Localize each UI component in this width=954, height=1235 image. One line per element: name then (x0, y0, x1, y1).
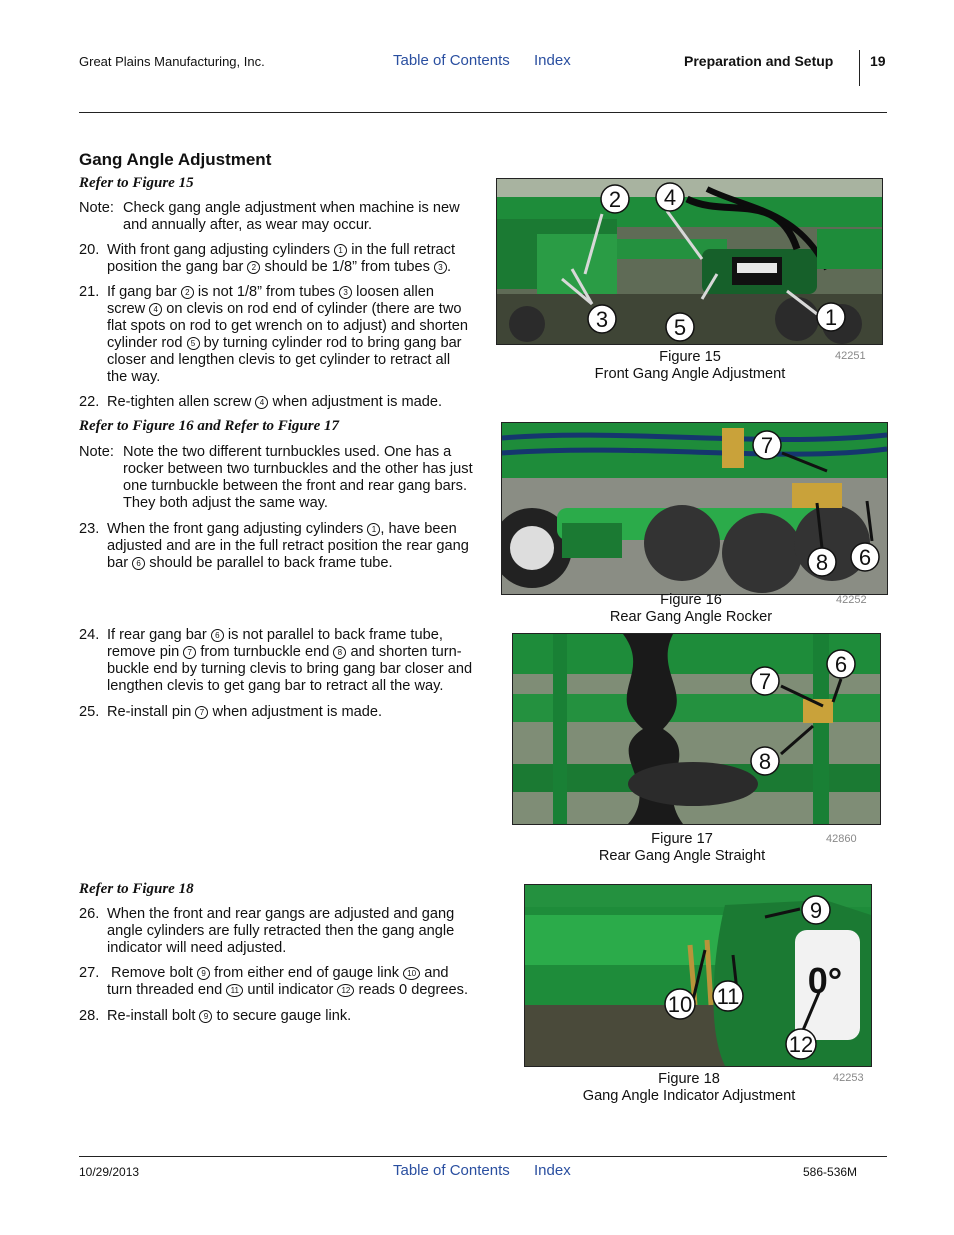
fig17-callout-6: 6 (834, 652, 848, 677)
note-2 (79, 444, 499, 516)
step-24 (79, 627, 499, 699)
step-number: 22. (79, 394, 100, 410)
fig16-callout-8: 8 (815, 550, 829, 575)
step-line: When the front and rear gangs are adjusted and gang (107, 906, 455, 922)
note-line: and annually after, as wear may occur. (123, 217, 373, 233)
note-1 (79, 200, 499, 240)
callout-ref-2: 2 (181, 286, 194, 299)
callout-ref-4: 4 (149, 303, 162, 316)
fig15-callout-2: 2 (608, 187, 622, 212)
callout-ref-6: 6 (211, 629, 224, 642)
callout-ref-7: 7 (195, 706, 208, 719)
fig15-callout-5: 5 (673, 315, 687, 340)
note-line: Check gang angle adjustment when machine is new (123, 200, 460, 216)
callout-ref-1: 1 (334, 244, 347, 257)
step-20 (79, 242, 499, 278)
footer-toc-link[interactable]: Table of Contents (393, 1162, 510, 1179)
header-index-link[interactable]: Index (534, 52, 571, 69)
fig18-callout-12: 12 (788, 1032, 814, 1057)
figure-18-id: 42253 (833, 1072, 864, 1084)
header-divider (859, 50, 860, 86)
figure-18-caption (560, 1071, 818, 1105)
figure-16-id: 42252 (836, 594, 867, 606)
figure-title: Rear Gang Angle Rocker (609, 609, 773, 625)
page-number: 19 (870, 53, 886, 69)
figure-title: Front Gang Angle Adjustment (594, 366, 786, 382)
step-number: 25. (79, 704, 100, 720)
figure-label: Figure 16 (660, 592, 722, 608)
step-number: 28. (79, 1008, 100, 1024)
step-line: flat spots on rod to get wrench on to adjust) and shorten (107, 318, 469, 334)
note-line: rocker between two turnbuckles and the other has just (123, 461, 473, 477)
step-number: 21. (79, 284, 100, 300)
ref-figure-16-17: Refer to Figure 16 and Refer to Figure 17 (79, 418, 340, 434)
fig15-callout-3: 3 (595, 307, 609, 332)
step-line: lengthen clevis to get gang bar to retract all the way. (107, 678, 444, 694)
fig18-callout-11: 11 (716, 984, 740, 1009)
fig15-callout-4: 4 (663, 185, 677, 210)
callout-ref-6: 6 (132, 557, 145, 570)
fig17-callout-8: 8 (758, 749, 772, 774)
step-27 (79, 965, 499, 1001)
callout-ref-5: 5 (187, 337, 200, 350)
step-line: cylinder rod 5 by turning cylinder rod to bring gang bar (107, 335, 462, 351)
callout-ref-4: 4 (255, 396, 268, 409)
step-number: 23. (79, 521, 100, 537)
step-line: bar 6 should be parallel to back frame tube. (107, 555, 393, 571)
header-toc-link[interactable]: Table of Contents (393, 52, 510, 69)
footer-date: 10/29/2013 (79, 1165, 140, 1179)
ref-figure-18: Refer to Figure 18 (79, 881, 194, 897)
step-line: Re-tighten allen screw 4 when adjustment is made. (107, 394, 443, 410)
fig16-callout-6: 6 (858, 545, 872, 570)
figure-18-photo (524, 884, 872, 1067)
figure-17-photo (512, 633, 881, 825)
step-line: closer and lengthen clevis to get cylinder to retract all (107, 352, 451, 368)
step-line: With front gang adjusting cylinders 1 in the full retract (107, 242, 456, 258)
step-line: remove pin 7 from turnbuckle end 8 and shorten turn- (107, 644, 462, 660)
step-line: turn threaded end 11 until indicator 12 reads 0 degrees. (107, 982, 468, 998)
callout-ref-10: 10 (403, 967, 420, 980)
callout-ref-12: 12 (337, 984, 354, 997)
figure-17-caption (560, 831, 804, 865)
callout-ref-3: 3 (339, 286, 352, 299)
step-line: the way. (107, 369, 161, 385)
footer-index-link[interactable]: Index (534, 1162, 571, 1179)
note-line: Note the two different turnbuckles used. One has a (123, 444, 452, 460)
figure-15-caption (560, 349, 820, 383)
header-company: Great Plains Manufacturing, Inc. (79, 54, 265, 69)
callout-ref-1: 1 (367, 523, 380, 536)
step-line: buckle end by turning clevis to bring gang bar closer and (107, 661, 473, 677)
step-line: adjusted and are in the full retract position the rear gang (107, 538, 469, 554)
step-line: angle cylinders are fully retracted then the gang angle (107, 923, 455, 939)
figure-title: Rear Gang Angle Straight (598, 848, 766, 864)
note-line: They both adjust the same way. (123, 495, 328, 511)
callout-ref-9: 9 (199, 1010, 212, 1023)
footer-doc-number: 586-536M (803, 1165, 858, 1179)
step-number: 24. (79, 627, 100, 643)
fig18-callout-10: 10 (667, 992, 693, 1017)
step-line: When the front gang adjusting cylinders 1 , have been (107, 521, 457, 537)
figure-label: Figure 17 (651, 831, 713, 847)
step-28 (79, 1008, 499, 1026)
step-number: 27. (79, 965, 100, 981)
callout-ref-7: 7 (183, 646, 196, 659)
callout-ref-11: 11 (226, 984, 243, 997)
figure-15-id: 42251 (835, 350, 866, 362)
step-line: screw 4 on clevis on rod end of cylinder (there are two (107, 301, 462, 317)
step-line: indicator will need adjusted. (107, 940, 287, 956)
step-25 (79, 704, 499, 722)
step-line: If gang bar 2 is not 1/8” from tubes 3 loosen allen (107, 284, 435, 300)
figure-17-id: 42860 (826, 833, 857, 845)
callout-ref-3: 3 (434, 261, 447, 274)
step-number: 26. (79, 906, 100, 922)
ref-figure-15: Refer to Figure 15 (79, 175, 194, 191)
header-section: Preparation and Setup (684, 53, 834, 69)
callout-ref-9: 9 (197, 967, 210, 980)
note-label: Note: (79, 444, 114, 460)
figure-16-caption (560, 592, 822, 626)
step-line: If rear gang bar 6 is not parallel to back frame tube, (107, 627, 443, 643)
step-number: 20. (79, 242, 100, 258)
section-title: Gang Angle Adjustment (79, 150, 272, 169)
step-line: Remove bolt 9 from either end of gauge link 10 and (107, 965, 449, 981)
note-line: one turnbuckle between the front and rear gang bars. (123, 478, 467, 494)
fig15-callout-1: 1 (824, 305, 838, 330)
step-22 (79, 394, 499, 412)
step-23 (79, 521, 499, 575)
gauge-dial-reading: 0° (807, 960, 843, 1001)
figure-title: Gang Angle Indicator Adjustment (582, 1088, 796, 1104)
figure-label: Figure 18 (658, 1071, 720, 1087)
figure-16-photo (501, 422, 888, 595)
step-26 (79, 906, 499, 960)
step-line: Re-install pin 7 when adjustment is made. (107, 704, 383, 720)
figure-15-photo (496, 178, 883, 345)
header-rule (79, 112, 887, 113)
step-21 (79, 284, 499, 388)
fig17-callout-7: 7 (758, 669, 772, 694)
note-label: Note: (79, 200, 114, 216)
step-line: position the gang bar 2 should be 1/8” from tubes 3 . (107, 259, 452, 275)
footer-rule (79, 1156, 887, 1157)
callout-ref-2: 2 (247, 261, 260, 274)
fig16-callout-7: 7 (760, 433, 774, 458)
step-line: Re-install bolt 9 to secure gauge link. (107, 1008, 352, 1024)
figure-label: Figure 15 (659, 349, 721, 365)
callout-ref-8: 8 (333, 646, 346, 659)
fig18-callout-9: 9 (809, 898, 823, 923)
